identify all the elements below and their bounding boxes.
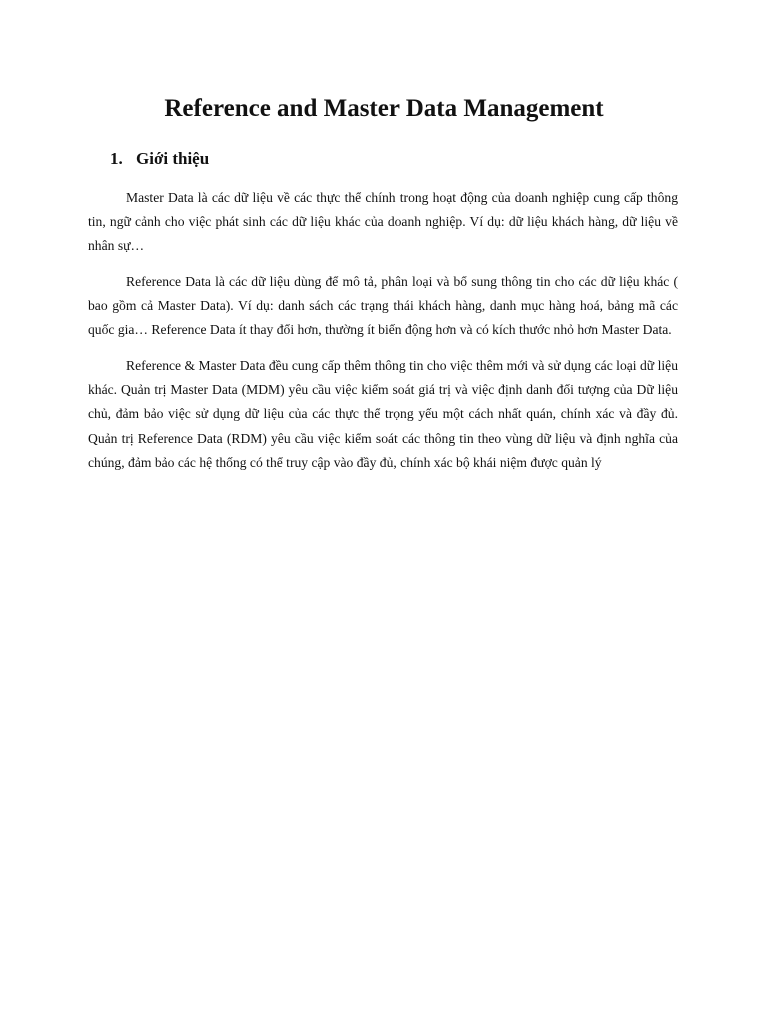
paragraph-reference-and-master-data: Reference & Master Data đều cung cấp thêm thông tin cho việc thêm mới và sử dụng các loại dữ liệu khác. Quản trị Master Data (MDM) yêu cầu việc kiểm soát giá trị và việc định danh đối tượng của Dữ liệu chủ, đảm bảo việc sử dụng dữ liệu của các thực thể trọng yếu một cách nhất quán, chính xác và đầy đủ. Quản trị Reference Data (RDM) yêu cầu việc kiểm soát các thông tin theo vùng dữ liệu và định nghĩa của chúng, đảm bảo các hệ thống có thể truy cập vào đầy đủ, chính xác bộ khái niệm được quản lý — [88, 358, 678, 470]
document-title: Reference and Master Data Management — [164, 95, 604, 122]
section-heading-text: Giới thiệu — [136, 149, 210, 168]
paragraph-master-data: Master Data là các dữ liệu về các thực thể chính trong hoạt động của doanh nghiệp cung cấp thông tin, ngữ cảnh cho việc phát sinh các dữ liệu khác của doanh nghiệp. Ví dụ: dữ liệu khách hàng, dữ liệu về nhân sự… — [88, 190, 678, 254]
section-heading — [110, 148, 209, 170]
section-number: 1. — [110, 149, 123, 168]
paragraph-reference-data: Reference Data là các dữ liệu dùng để mô tả, phân loại và bổ sung thông tin cho các dữ liệu khác ( bao gồm cả Master Data). Ví dụ: danh sách các trạng thái khách hàng, danh mục hàng hoá, bảng mã các quốc gia… Reference Data ít thay đổi hơn, thường ít biến động hơn và có kích thước nhỏ hơn Master Data. — [88, 274, 678, 338]
